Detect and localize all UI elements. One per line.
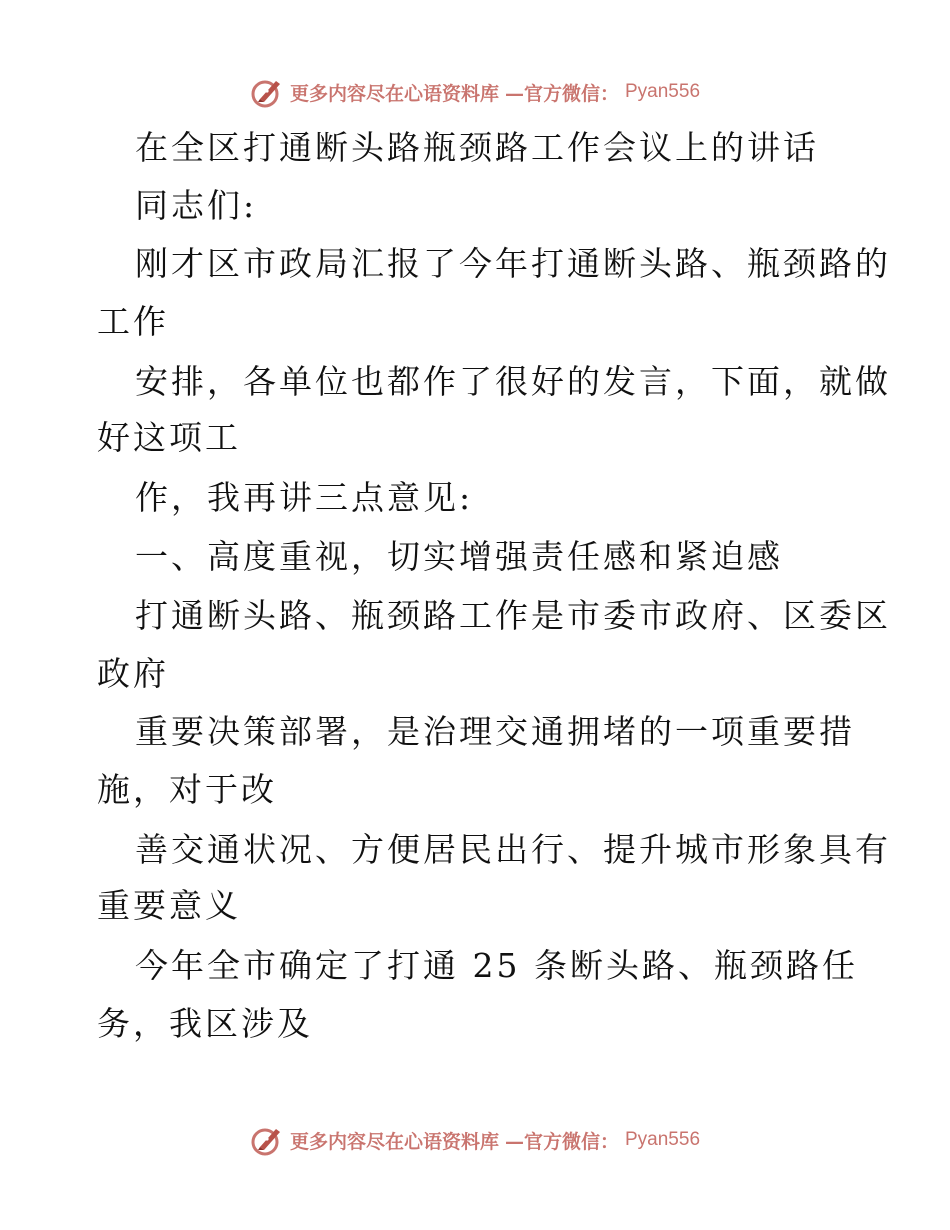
body-line: 重要意义 bbox=[97, 886, 241, 925]
salutation: 同志们: bbox=[135, 186, 258, 225]
watermark-text-separator: —官方微信： bbox=[504, 82, 619, 105]
document-title: 在全区打通断头路瓶颈路工作会议上的讲话 bbox=[135, 128, 819, 167]
body-line: 刚才区市政局汇报了今年打通断头路、瓶颈路的 bbox=[135, 244, 891, 283]
watermark-wechat-id: Pyan556 bbox=[625, 81, 701, 102]
body-line: 作，我再讲三点意见: bbox=[135, 478, 474, 517]
footer-watermark bbox=[0, 1120, 950, 1160]
pen-nib-logo-icon bbox=[250, 75, 284, 109]
body-line: 善交通状况、方便居民出行、提升城市形象具有 bbox=[135, 830, 891, 869]
body-line: 政府 bbox=[97, 654, 169, 693]
watermark-text-separator: —官方微信： bbox=[504, 1130, 619, 1153]
watermark-text-main: 更多内容尽在心语资料库 bbox=[289, 82, 499, 105]
watermark-text-main: 更多内容尽在心语资料库 bbox=[289, 1130, 499, 1153]
body-line: 工作 bbox=[97, 302, 169, 341]
body-line: 施，对于改 bbox=[97, 770, 277, 809]
body-line: 安排，各单位也都作了很好的发言，下面，就做 bbox=[135, 362, 891, 401]
section-heading: 一、高度重视，切实增强责任感和紧迫感 bbox=[135, 537, 783, 576]
watermark-wechat-id: Pyan556 bbox=[625, 1129, 701, 1150]
header-watermark bbox=[0, 72, 950, 112]
body-line: 好这项工 bbox=[97, 418, 241, 457]
pen-nib-logo-icon bbox=[250, 1123, 284, 1157]
body-line: 务，我区涉及 bbox=[97, 1004, 313, 1043]
body-line: 重要决策部署，是治理交通拥堵的一项重要措 bbox=[135, 712, 855, 751]
body-line: 打通断头路、瓶颈路工作是市委市政府、区委区 bbox=[135, 596, 891, 635]
body-line: 今年全市确定了打通 25 条断头路、瓶颈路任 bbox=[135, 946, 858, 985]
